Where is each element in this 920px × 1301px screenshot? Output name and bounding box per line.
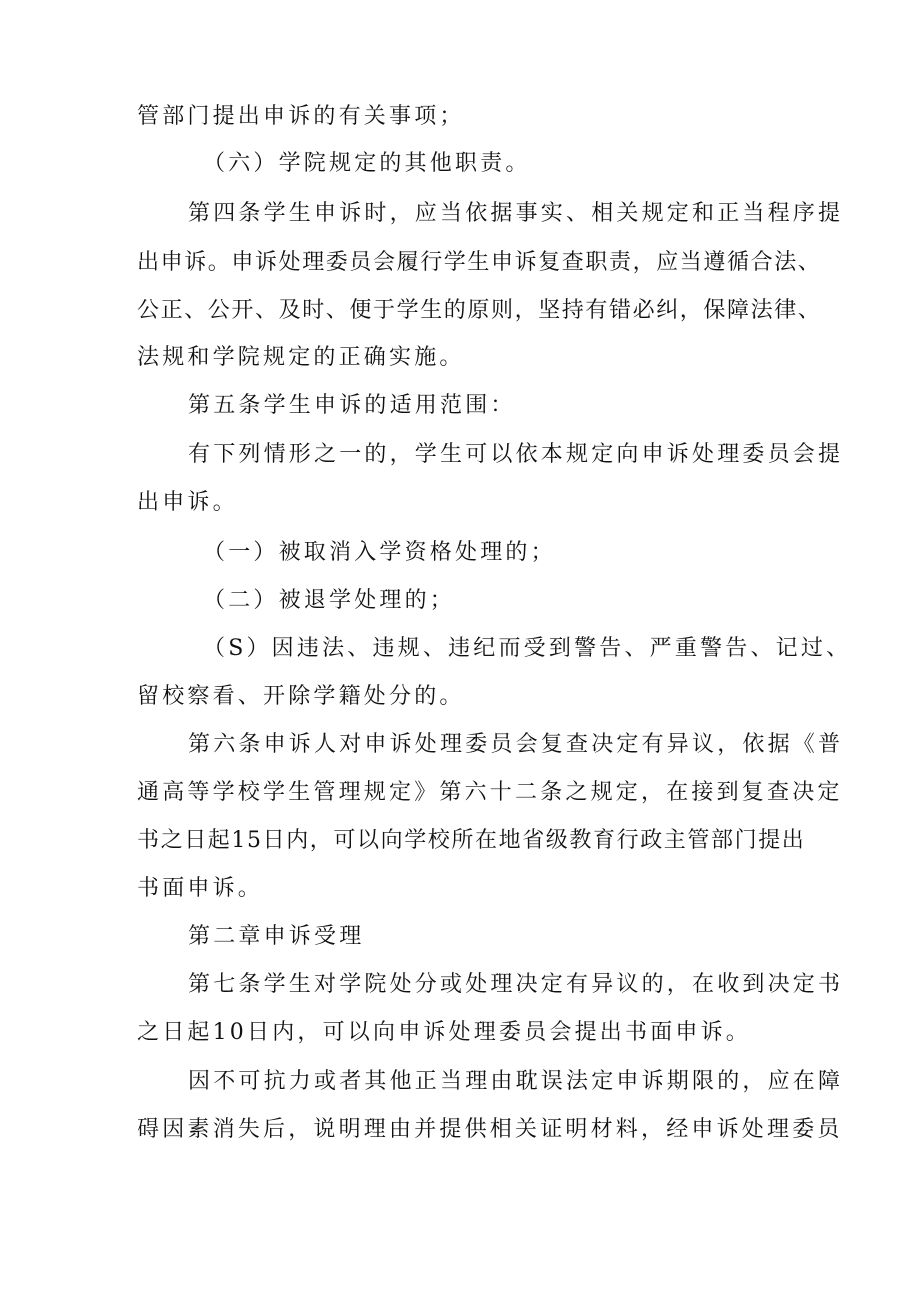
text-line: 管部门提出申诉的有关事项； [137,104,465,129]
text-line: 书之日起15日内，可以向学校所在地省级教育行政主管部门提出 [137,828,806,853]
text-line: （二）被退学处理的； [203,588,456,613]
text-line: 第四条学生申诉时，应当依据事实、相关规定和正当程序提 [188,201,844,226]
text-line: 通高等学校学生管理规定》第六十二条之规定，在接到复查决定 [137,780,843,805]
text-line: 之日起10日内，可以向申诉处理委员会提出书面申诉。 [137,1020,751,1045]
text-line: （一）被取消入学资格处理的； [203,540,556,565]
text-line: 第六条申诉人对申诉处理委员会复查决定有异议，依据《普 [188,732,844,757]
text-line: 公正、公开、及时、便于学生的原则，坚持有错必纠，保障法律、 [137,298,822,323]
text-line: （S）因违法、违规、违纪而受到警告、严重警告、记过、 [203,636,852,661]
text-line: 第七条学生对学院处分或处理决定有异议的，在收到决定书 [188,972,844,997]
text-line: 因不可抗力或者其他正当理由耽误法定申诉期限的，应在障 [188,1069,844,1094]
text-line: 法规和学院规定的正确实施。 [137,345,465,370]
text-line: 第二章申诉受理 [188,924,365,949]
text-line: 留校察看、开除学籍处分的。 [137,684,465,709]
text-line: 碍因素消失后，说明理由并提供相关证明材料，经申诉处理委员 [137,1117,843,1142]
text-line: 书面申诉。 [137,876,264,901]
text-line: 有下列情形之一的，学生可以依本规定向申诉处理委员会提 [188,442,844,467]
text-line: 出申诉。申诉处理委员会履行学生申诉复查职责，应当遵循合法、 [137,250,822,275]
text-line: （六）学院规定的其他职责。 [203,151,531,176]
text-line: 出申诉。 [137,490,238,515]
text-line: 第五条学生申诉的适用范围： [188,393,516,418]
